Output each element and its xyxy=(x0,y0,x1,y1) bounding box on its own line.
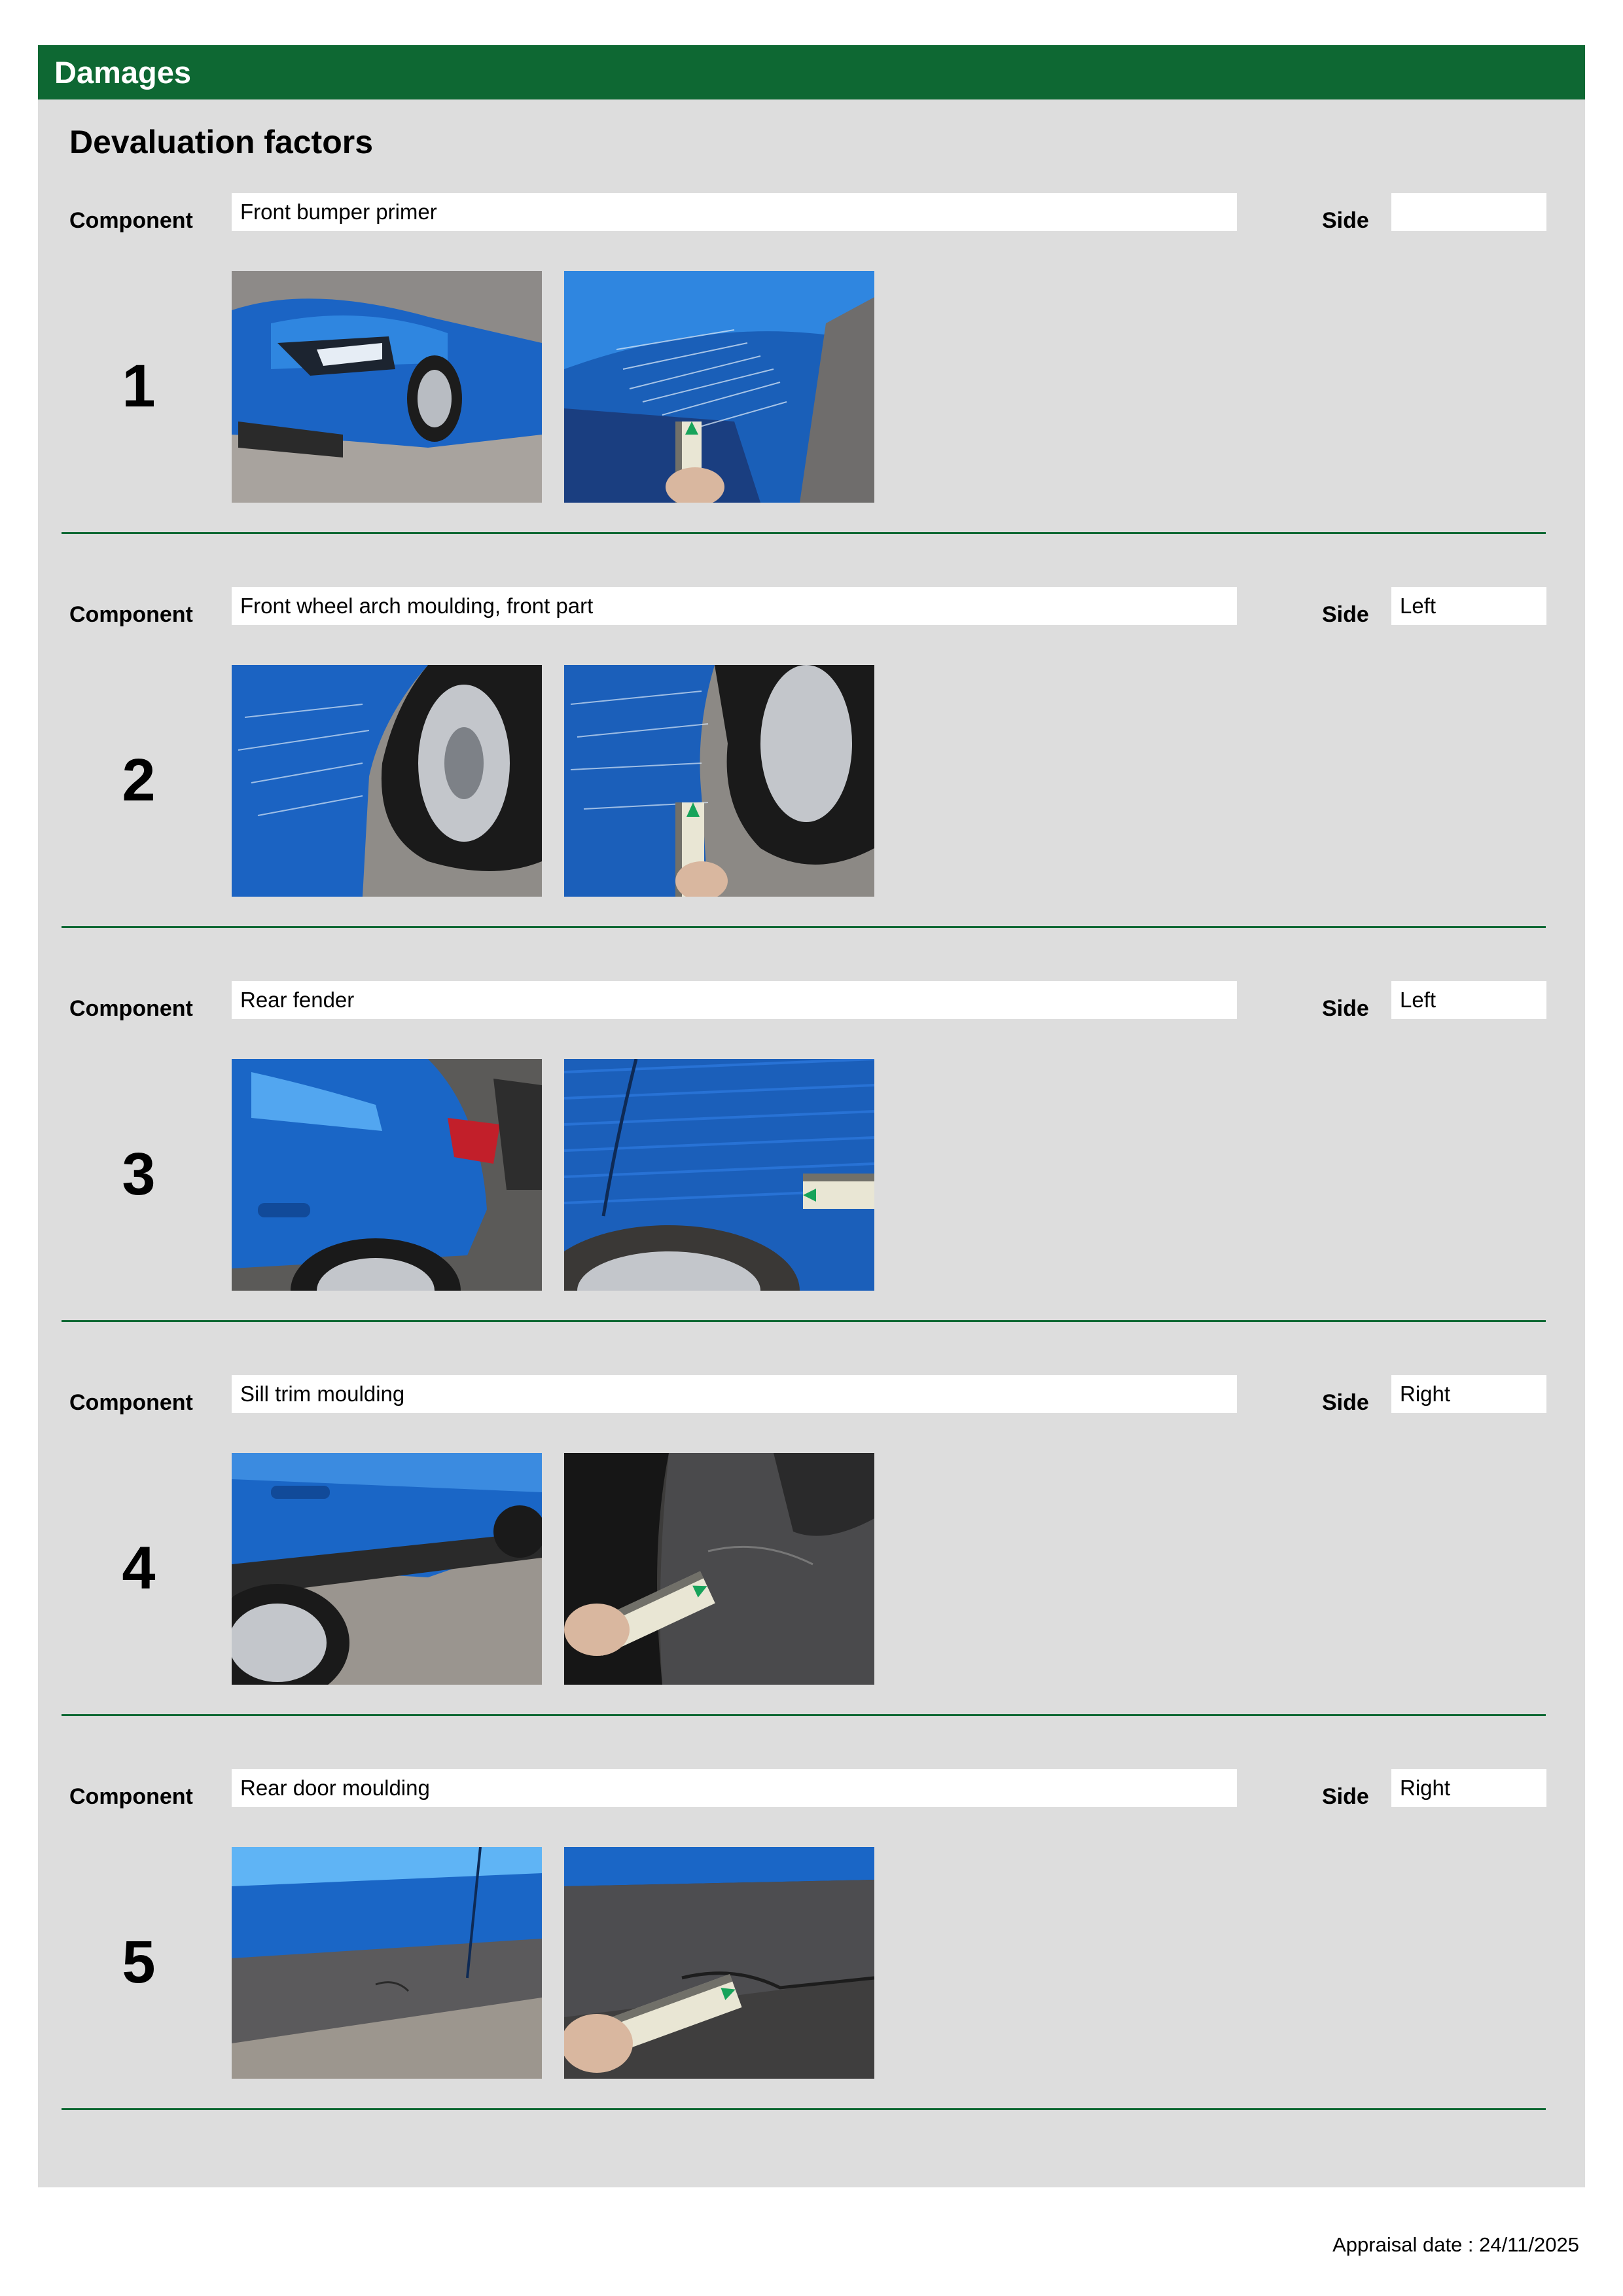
header-title: Damages xyxy=(54,55,191,90)
front-wheel-arch-scratches-photo[interactable] xyxy=(232,665,542,897)
side-label: Side xyxy=(1322,208,1369,233)
side-field: Right xyxy=(1391,1375,1546,1413)
appraisal-date: Appraisal date : 24/11/2025 xyxy=(1332,2233,1579,2256)
entry-divider xyxy=(62,926,1546,928)
component-field: Front wheel arch moulding, front part xyxy=(232,587,1237,625)
wheel-arch-scratch-closeup-with-ruler-photo[interactable] xyxy=(564,665,874,897)
side-field: Left xyxy=(1391,587,1546,625)
rear-fender-overview-photo[interactable] xyxy=(232,1059,542,1291)
entry-divider xyxy=(62,2108,1546,2110)
side-label: Side xyxy=(1322,602,1369,627)
damage-number: 3 xyxy=(122,1141,156,1208)
damage-number: 5 xyxy=(122,1929,156,1996)
side-label: Side xyxy=(1322,1784,1369,1809)
entry-divider xyxy=(62,1714,1546,1716)
page-header xyxy=(38,45,1585,99)
component-label: Component xyxy=(69,996,193,1021)
rear-door-moulding-overview-photo[interactable] xyxy=(232,1847,542,2079)
side-field: Right xyxy=(1391,1769,1546,1807)
side-label: Side xyxy=(1322,996,1369,1021)
damage-number: 2 xyxy=(122,747,156,814)
entry-divider xyxy=(62,1320,1546,1322)
component-label: Component xyxy=(69,208,193,233)
side-field: Left xyxy=(1391,981,1546,1019)
component-field: Rear fender xyxy=(232,981,1237,1019)
side-field xyxy=(1391,193,1546,231)
damage-number: 1 xyxy=(122,353,156,420)
damage-number: 4 xyxy=(122,1535,156,1602)
component-label: Component xyxy=(69,1390,193,1415)
sill-moulding-damage-closeup-with-ruler-photo[interactable] xyxy=(564,1453,874,1685)
right-side-sill-overview-photo[interactable] xyxy=(232,1453,542,1685)
bumper-scratch-closeup-with-ruler-photo[interactable] xyxy=(564,271,874,503)
car-front-left-overview-photo[interactable] xyxy=(232,271,542,503)
component-field: Sill trim moulding xyxy=(232,1375,1237,1413)
component-label: Component xyxy=(69,1784,193,1809)
rear-fender-closeup-with-ruler-photo[interactable] xyxy=(564,1059,874,1291)
component-field: Rear door moulding xyxy=(232,1769,1237,1807)
component-label: Component xyxy=(69,602,193,627)
door-moulding-dent-closeup-with-ruler-photo[interactable] xyxy=(564,1847,874,2079)
section-title: Devaluation factors xyxy=(69,124,374,160)
side-label: Side xyxy=(1322,1390,1369,1415)
component-field: Front bumper primer xyxy=(232,193,1237,231)
entry-divider xyxy=(62,532,1546,534)
